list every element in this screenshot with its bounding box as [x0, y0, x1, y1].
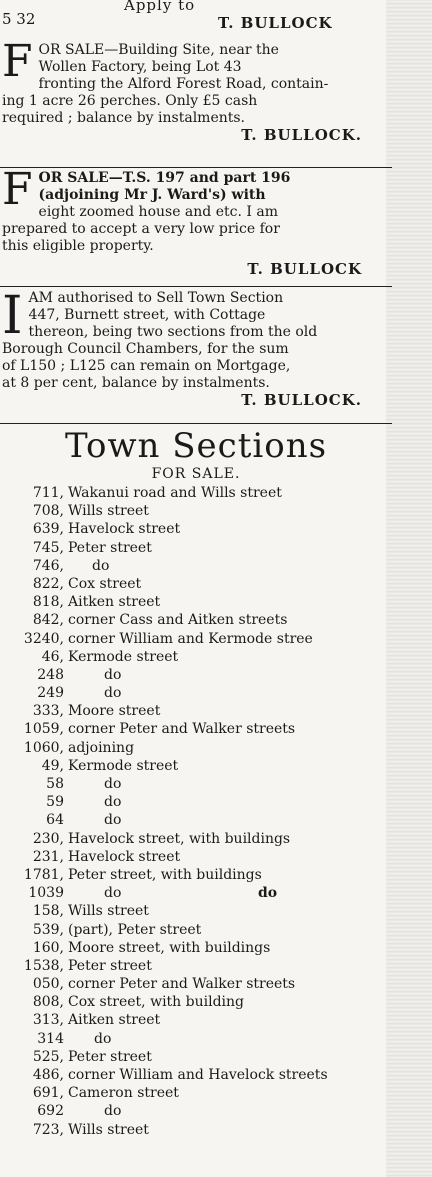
ad-line: thereon, being two sections from the old: [28, 324, 318, 340]
section-number: 248: [37, 666, 64, 683]
section-number: 818,: [32, 594, 64, 611]
ad-line: fronting the Alford Forest Road, contain-: [38, 76, 329, 92]
section-number: 46,: [41, 648, 64, 665]
section-number: 58: [46, 776, 64, 792]
list-item: [0, 593, 420, 611]
section-location: (part), Peter street: [68, 921, 202, 938]
section-number: 333,: [32, 703, 64, 720]
section-location: Peter street: [68, 957, 152, 974]
section-number: 59: [46, 794, 64, 811]
list-item: [0, 957, 420, 975]
ad-line: (adjoining Mr J. Ward's) with: [38, 187, 266, 203]
list-item: [0, 1066, 420, 1084]
section-location: Peter street, with buildings: [68, 866, 262, 883]
section-location: do: [104, 812, 122, 829]
list-item: [0, 866, 420, 884]
section-number: 842,: [32, 612, 64, 629]
list-item: [0, 811, 420, 829]
section-location: corner Cass and Aitken streets: [68, 612, 288, 629]
list-item: [0, 1084, 420, 1102]
reference-number: 5 32: [2, 10, 36, 28]
list-item: [0, 539, 420, 557]
section-number: 808,: [32, 994, 64, 1011]
ad-dropcap: F: [2, 36, 33, 87]
list-item: [0, 757, 420, 775]
section-location: Cox street, with building: [68, 994, 244, 1011]
section-location: do: [104, 794, 122, 811]
section-number: 160,: [32, 939, 64, 956]
section-location: Moore street, with buildings: [68, 939, 271, 956]
list-item: [0, 884, 420, 902]
section-location: corner William and Kermode stree: [68, 630, 313, 647]
list-item: [0, 939, 420, 957]
ad-line: OR SALE—T.S. 197 and part 196: [38, 170, 291, 186]
ad-line: Borough Council Chambers, for the sum: [2, 341, 289, 357]
top-line: [0, 0, 392, 34]
ad-line: at 8 per cent, balance by instalments.: [2, 375, 270, 391]
ad-line: of L150 ; L125 can remain on Mortgage,: [2, 358, 291, 374]
apply-to-text: Apply to: [124, 0, 196, 14]
section-number: 822,: [32, 575, 64, 592]
section-number: 158,: [32, 903, 64, 920]
section-number: 1039: [28, 885, 64, 902]
list-item: [0, 975, 420, 993]
section-location: corner Peter and Walker streets: [68, 721, 296, 738]
section-location: do: [92, 557, 110, 574]
section-number: 639,: [32, 521, 64, 538]
section-number: 691,: [32, 1085, 64, 1102]
list-item: [0, 611, 420, 629]
section-location: adjoining: [68, 739, 135, 756]
ad-line: prepared to accept a very low price for: [2, 221, 280, 237]
section-location: Aitken street: [68, 1012, 161, 1029]
section-number: 1538,: [23, 957, 64, 974]
section-location-extra: do: [258, 885, 278, 902]
section-location: Wills street: [68, 503, 149, 520]
divider: [0, 423, 392, 424]
section-number: 486,: [32, 1067, 64, 1083]
list-item: [0, 1011, 420, 1029]
section-location: do: [104, 1103, 122, 1120]
ad-line: eight zoomed house and etc. I am: [38, 204, 278, 220]
section-number: 313,: [32, 1012, 64, 1029]
list-item: [0, 921, 420, 939]
ad-line: Wollen Factory, being Lot 43: [38, 59, 242, 75]
ad-building-site: [2, 36, 390, 144]
ad-ts-197: [2, 164, 390, 278]
list-item: [0, 557, 420, 575]
section-number: 692: [37, 1103, 64, 1120]
section-location: Havelock street: [68, 848, 181, 865]
ad-line: ing 1 acre 26 perches. Only £5 cash: [2, 93, 258, 109]
section-number: 1059,: [23, 721, 64, 738]
section-location: corner Peter and Walker streets: [68, 976, 296, 993]
list-item: [0, 520, 420, 538]
section-number: 1060,: [23, 739, 64, 756]
ad-line: this eligible property.: [2, 238, 154, 254]
section-number: 525,: [32, 1048, 64, 1065]
list-item: [0, 702, 420, 720]
section-number: 746,: [32, 557, 64, 574]
list-item: [0, 993, 420, 1011]
section-location: Wills street: [68, 1121, 149, 1138]
section-number: 708,: [32, 503, 64, 520]
section-number: 050,: [32, 976, 64, 993]
section-location: Moore street: [68, 703, 161, 720]
ad-signoff: T. BULLOCK: [247, 260, 362, 278]
list-item: [0, 775, 420, 793]
ad-line: AM authorised to Sell Town Section: [28, 290, 284, 306]
list-item: [0, 739, 420, 757]
section-number: 539,: [32, 921, 64, 938]
list-item: [0, 575, 420, 593]
section-location: Kermode street: [68, 757, 179, 774]
section-location: Wakanui road and Wills street: [68, 485, 282, 501]
list-item: [0, 1121, 420, 1139]
section-number: 231,: [32, 848, 64, 865]
list-item: [0, 630, 420, 648]
top-signature: T. BULLOCK: [218, 14, 333, 32]
list-item: [0, 484, 420, 502]
list-item: [0, 684, 420, 702]
divider: [0, 286, 392, 287]
ad-dropcap: I: [2, 286, 23, 346]
section-location: do: [94, 1030, 112, 1047]
town-sections-list: [0, 484, 420, 1139]
section-location: do: [104, 885, 122, 902]
section-number: 249: [37, 685, 64, 702]
list-item: [0, 666, 420, 684]
section-location: Peter street: [68, 1048, 152, 1065]
section-location: Cox street: [68, 575, 142, 592]
for-sale-subheading: FOR SALE.: [151, 466, 241, 482]
ad-signoff: T. BULLOCK.: [241, 126, 362, 144]
ad-town-section-447: [2, 286, 390, 409]
section-location: Kermode street: [68, 648, 179, 665]
ad-signoff: T. BULLOCK.: [241, 391, 362, 409]
section-number: 745,: [32, 539, 64, 556]
section-location: do: [104, 776, 122, 792]
list-item: [0, 1048, 420, 1066]
section-location: Havelock street, with buildings: [68, 830, 291, 847]
section-location: Havelock street: [68, 521, 181, 538]
ad-line: 447, Burnett street, with Cottage: [28, 307, 266, 323]
list-item: [0, 1030, 420, 1048]
list-item: [0, 793, 420, 811]
section-number: 3240,: [23, 630, 64, 647]
section-number: 230,: [32, 830, 64, 847]
list-item: [0, 1102, 420, 1120]
section-location: corner William and Havelock streets: [68, 1067, 328, 1083]
section-location: do: [104, 685, 122, 702]
ad-line: OR SALE—Building Site, near the: [38, 42, 279, 58]
section-location: Cameron street: [68, 1085, 179, 1102]
section-number: 1781,: [23, 866, 64, 883]
section-location: Wills street: [68, 903, 149, 920]
list-item: [0, 720, 420, 738]
list-item: [0, 830, 420, 848]
section-number: 723,: [32, 1121, 64, 1138]
section-number: 711,: [32, 485, 64, 501]
divider: [0, 167, 392, 168]
list-item: [0, 648, 420, 666]
list-item: [0, 502, 420, 520]
ad-line: required ; balance by instalments.: [2, 110, 246, 126]
section-location: Aitken street: [68, 594, 161, 611]
section-location: Peter street: [68, 539, 152, 556]
ad-dropcap: F: [2, 164, 33, 215]
section-number: 49,: [41, 757, 64, 774]
list-item: [0, 848, 420, 866]
list-item: [0, 902, 420, 920]
town-sections-heading: Town Sections: [64, 426, 328, 466]
section-number: 314: [37, 1030, 64, 1047]
section-number: 64: [46, 812, 64, 829]
section-location: do: [104, 666, 122, 683]
